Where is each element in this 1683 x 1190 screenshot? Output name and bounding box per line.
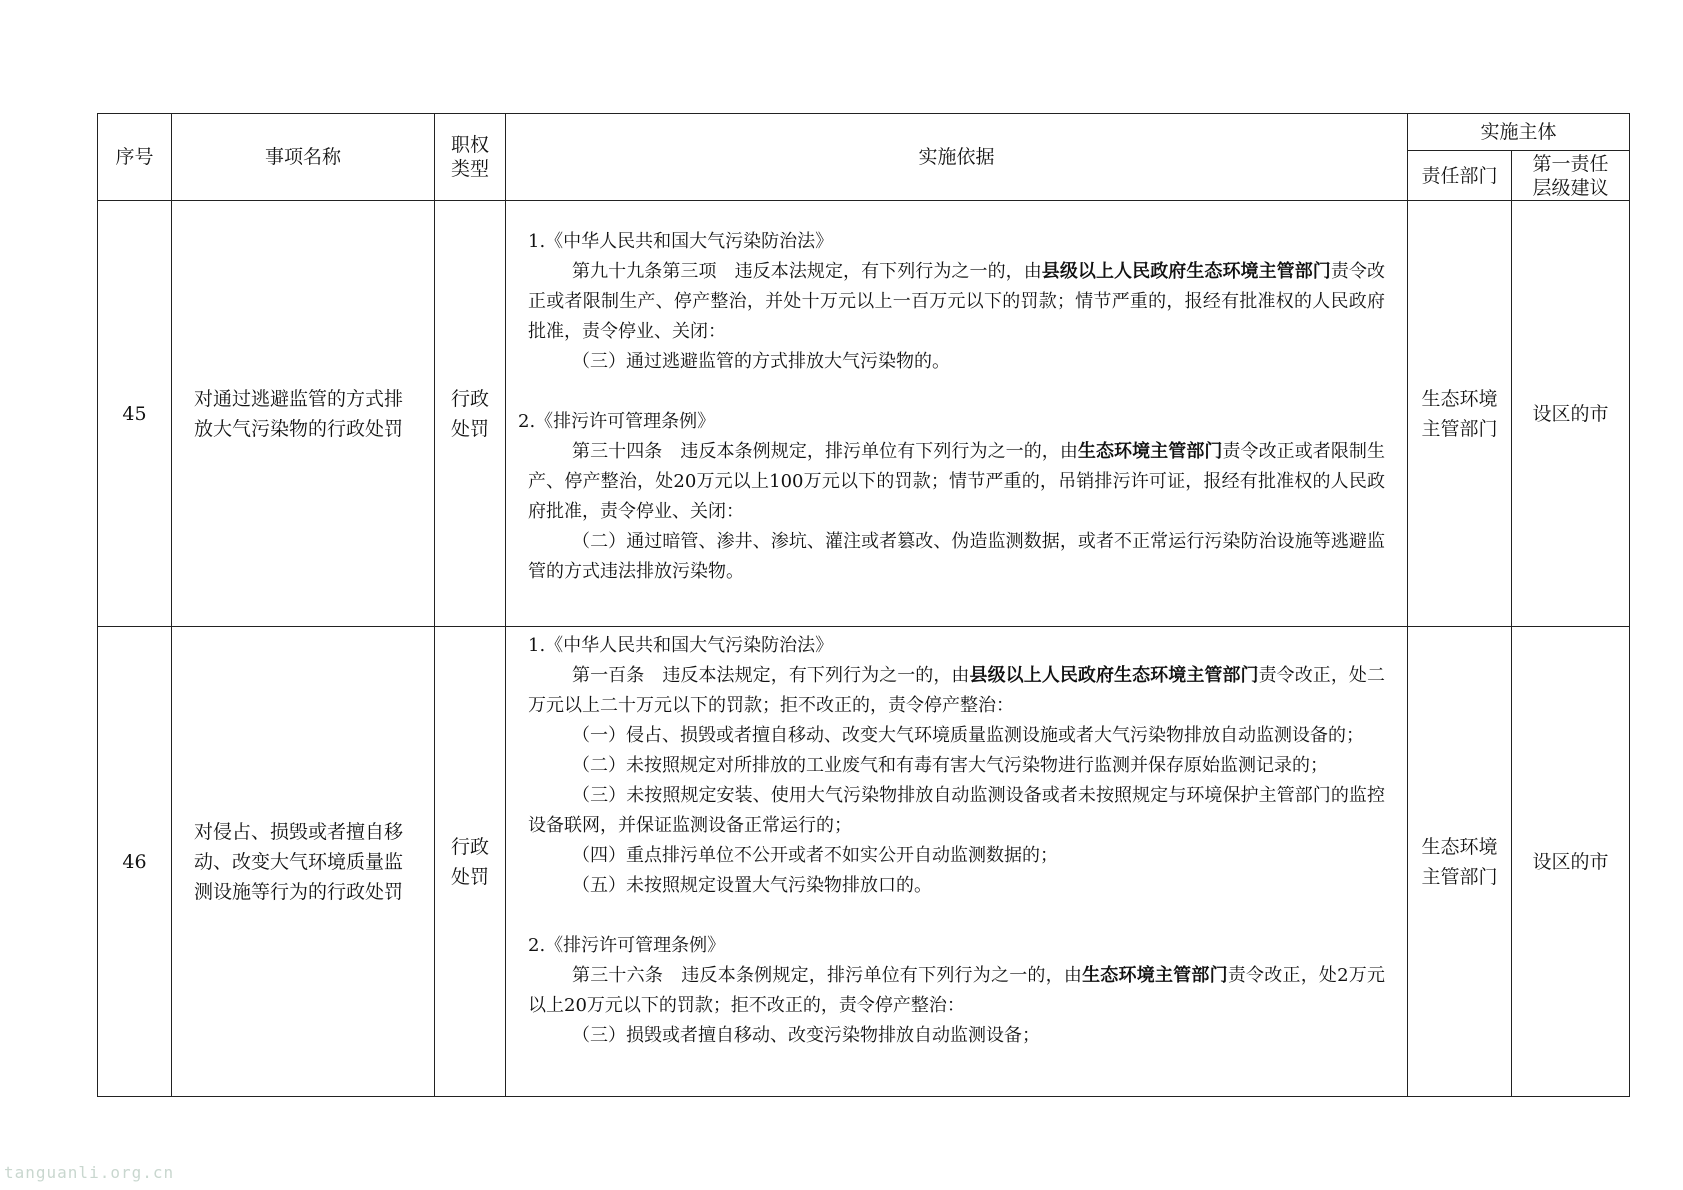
table-row bbox=[98, 201, 1630, 627]
law-article: 第三十四条 违反本条例规定，排污单位有下列行为之一的，由生态环境主管部门责令改正或者限制生产、停产整治，处20万元以上100万元以下的罚款；情节严重的，吊销排污许可证，报经有批准权的人民政府批准，责令停业、关闭： bbox=[528, 441, 1385, 522]
law-article: 第一百条 违反本法规定，有下列行为之一的，由县级以上人民政府生态环境主管部门责令改正，处二万元以上二十万元以下的罚款；拒不改正的，责令停产整治： bbox=[528, 665, 1386, 716]
header-authority-type: 职权类型 bbox=[435, 114, 506, 201]
header-first-level: 第一责任层级建议 bbox=[1512, 151, 1630, 201]
law-title: 1.《中华人民共和国大气污染防治法》 bbox=[528, 635, 834, 656]
row-first-level: 设区的市 bbox=[1512, 201, 1630, 627]
table-row bbox=[98, 627, 1630, 1097]
law-clause: （三）未按照规定安装、使用大气污染物排放自动监测设备或者未按照规定与环境保护主管部门的监控设备联网，并保证监测设备正常运行的； bbox=[528, 785, 1385, 836]
header-serial-no: 序号 bbox=[98, 114, 172, 201]
law-article: 第九十九条第三项 违反本法规定，有下列行为之一的，由县级以上人民政府生态环境主管部门责令改正或者限制生产、停产整治，并处十万元以上一百万元以下的罚款；情节严重的，报经有批准权的人民政府批准，责令停业、关闭： bbox=[528, 261, 1386, 342]
row-responsible-dept: 生态环境主管部门 bbox=[1408, 627, 1512, 1097]
law-clause: （五）未按照规定设置大气污染物排放口的。 bbox=[572, 875, 932, 896]
row-authority-type: 行政处罚 bbox=[435, 201, 506, 627]
law-clause: （三）通过逃避监管的方式排放大气污染物的。 bbox=[572, 351, 950, 372]
row-serial-no: 45 bbox=[98, 201, 172, 627]
law-title: 1.《中华人民共和国大气污染防治法》 bbox=[528, 231, 834, 252]
row-first-level: 设区的市 bbox=[1512, 627, 1630, 1097]
header-responsible-dept: 责任部门 bbox=[1408, 151, 1512, 201]
row-authority-type: 行政处罚 bbox=[435, 627, 506, 1097]
law-title: 2.《排污许可管理条例》 bbox=[528, 935, 726, 956]
watermark: tanguanli.org.cn bbox=[4, 1163, 175, 1182]
law-title: 2.《排污许可管理条例》 bbox=[518, 411, 716, 432]
header-legal-basis: 实施依据 bbox=[506, 114, 1408, 201]
row-item-name: 对通过逃避监管的方式排放大气污染物的行政处罚 bbox=[172, 201, 435, 627]
law-clause: （二）通过暗管、渗井、渗坑、灌注或者篡改、伪造监测数据，或者不正常运行污染防治设施等逃避监管的方式违法排放污染物。 bbox=[528, 531, 1385, 582]
header-item-name: 事项名称 bbox=[172, 114, 435, 201]
row-item-name: 对侵占、损毁或者擅自移动、改变大气环境质量监测设施等行为的行政处罚 bbox=[172, 627, 435, 1097]
row-responsible-dept: 生态环境主管部门 bbox=[1408, 201, 1512, 627]
row-serial-no: 46 bbox=[98, 627, 172, 1097]
law-clause: （三）损毁或者擅自移动、改变污染物排放自动监测设备； bbox=[572, 1025, 1040, 1046]
row-legal-basis bbox=[506, 627, 1408, 1097]
row-legal-basis bbox=[506, 201, 1408, 627]
header-implementing-subject: 实施主体 bbox=[1408, 114, 1630, 151]
law-article: 第三十六条 违反本条例规定，排污单位有下列行为之一的，由生态环境主管部门责令改正，处2万元以上20万元以下的罚款；拒不改正的，责令停产整治： bbox=[528, 965, 1386, 1016]
law-clause: （二）未按照规定对所排放的工业废气和有毒有害大气污染物进行监测并保存原始监测记录的； bbox=[572, 755, 1328, 776]
law-clause: （四）重点排污单位不公开或者不如实公开自动监测数据的； bbox=[572, 845, 1058, 866]
enforcement-items-table bbox=[97, 113, 1630, 1097]
law-clause: （一）侵占、损毁或者擅自移动、改变大气环境质量监测设施或者大气污染物排放自动监测设备的； bbox=[572, 725, 1364, 746]
